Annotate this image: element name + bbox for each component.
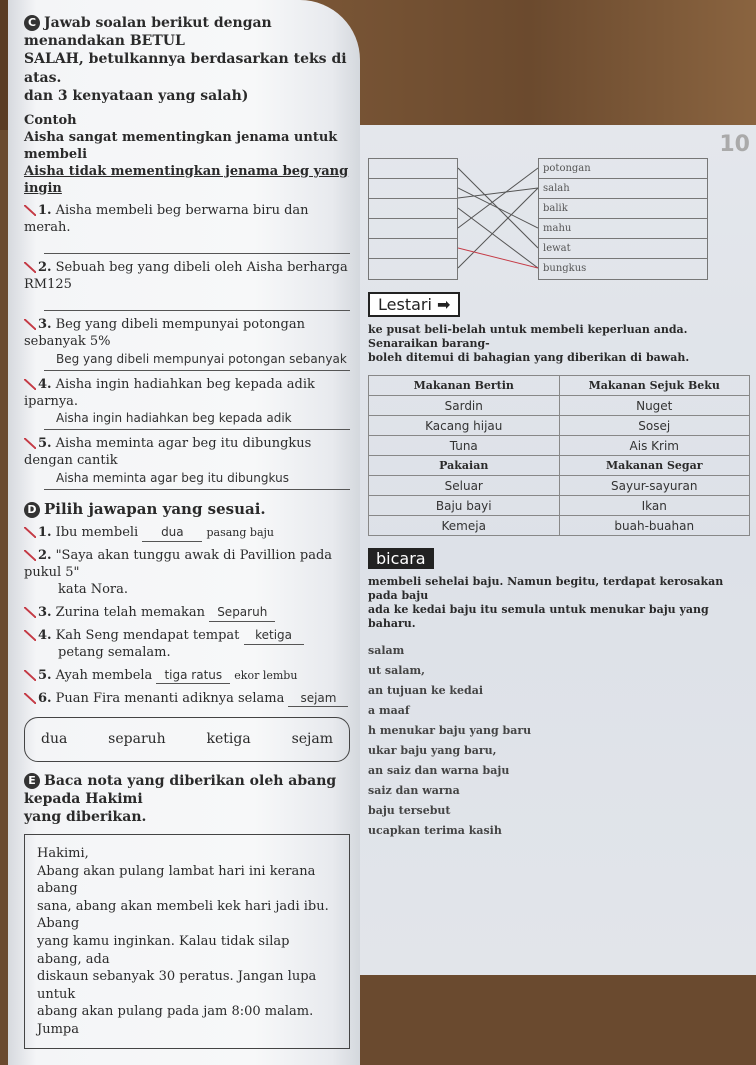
bicara-tag: bicara: [368, 548, 434, 569]
match-word: potongan: [539, 159, 707, 179]
item-number: 3.: [38, 605, 52, 621]
section-d-title-text: Pilih jawapan yang sesuai.: [44, 499, 266, 518]
section-d-title: [24, 500, 350, 520]
conversation-steps: [368, 641, 750, 841]
item-number: 1.: [38, 203, 52, 219]
item-number: 5.: [38, 667, 52, 683]
matching-lines: [458, 158, 538, 280]
item-statement: Sebuah beg yang dibeli oleh Aisha berharga RM125: [24, 260, 348, 293]
item-statement: Beg yang dibeli mempunyai potongan sebanyak 5%: [24, 316, 305, 349]
bicara-instruction-1: membeli sehelai baju. Namun begitu, terdapat kerosakan pada baju: [368, 575, 724, 602]
section-c-item: [24, 377, 350, 431]
item-question: Puan Fira menanti adiknya selama: [55, 690, 285, 706]
note-greeting: Hakimi,: [37, 846, 89, 862]
table-cell: Kemeja: [369, 516, 560, 536]
option-word: dua: [41, 731, 68, 748]
red-tick-mark: [24, 319, 36, 330]
section-d-items: [24, 525, 350, 707]
item-statement: Aisha membeli beg berwarna biru dan merah.: [24, 203, 309, 236]
red-tick-mark: [24, 262, 36, 273]
section-c-item: [24, 436, 350, 490]
section-d-item: [24, 668, 350, 685]
red-tick-mark: [24, 550, 36, 561]
section-e-instruction-2: yang diberikan.: [24, 809, 147, 826]
item-number: 2.: [38, 548, 52, 564]
answer-line: [44, 470, 350, 490]
shopping-instruction: [368, 323, 750, 365]
item-number: 3.: [38, 316, 52, 332]
red-tick-mark: [24, 670, 36, 681]
table-row: [369, 396, 750, 416]
section-c-instruction-1: Jawab soalan berikut dengan menandakan BETUL: [24, 15, 272, 50]
conversation-step: a maaf: [368, 704, 410, 717]
conversation-step: baju tersebut: [368, 804, 451, 817]
note-line: yang kamu inginkan. Kalau tidak silap abang, ada: [37, 933, 290, 967]
handwritten-answer: tiga ratus: [156, 668, 230, 685]
item-number: 6.: [38, 690, 52, 706]
conversation-step: ucapkan terima kasih: [368, 824, 502, 837]
bicara-instruction: [368, 575, 750, 631]
section-e-badge: E: [24, 773, 40, 789]
red-tick-mark: [24, 527, 36, 538]
section-c-instruction: [24, 14, 350, 105]
answer-line: [44, 294, 350, 311]
column-header: Makanan Bertin: [369, 376, 560, 396]
table-header-row: [369, 456, 750, 476]
item-question-continued: petang semalam.: [58, 644, 171, 660]
conversation-step: an tujuan ke kedai: [368, 684, 484, 697]
column-header: Pakaian: [369, 456, 560, 476]
table-row: [369, 476, 750, 496]
conversation-step: salam: [368, 644, 405, 657]
item-number: 1.: [38, 525, 52, 541]
left-page-content: [24, 14, 350, 1049]
red-tick-mark: [24, 693, 36, 704]
red-tick-mark: [24, 205, 36, 216]
note-line: diskaun sebanyak 30 peratus. Jangan lupa untuk: [37, 969, 317, 1002]
section-d-item: [24, 691, 350, 708]
section-c-item: [24, 260, 350, 311]
table-cell: Sosej: [559, 416, 750, 436]
table-cell: Seluar: [369, 476, 560, 496]
section-d-item: [24, 605, 350, 622]
section-d-badge: D: [24, 502, 40, 518]
match-left-column: [368, 158, 458, 280]
conversation-step: an saiz dan warna baju: [368, 764, 510, 777]
match-word: balik: [539, 199, 707, 219]
section-c-instruction-3: dan 3 kenyataan yang salah): [24, 87, 249, 104]
item-question: Kah Seng mendapat tempat: [55, 627, 240, 643]
example-statement: Aisha sangat mementingkan jenama untuk membeli: [24, 129, 338, 162]
red-tick-mark: [24, 630, 36, 641]
table-cell: Sardin: [369, 396, 560, 416]
match-word-list: [538, 158, 708, 280]
red-tick-mark: [24, 379, 36, 390]
item-statement: Aisha meminta agar beg itu dibungkus dengan cantik: [24, 436, 312, 469]
item-question: "Saya akan tunggu awak di Pavillion pada pukul 5": [24, 548, 333, 581]
item-question: Ayah membela: [55, 667, 153, 683]
table-row: [369, 436, 750, 456]
section-c-item: [24, 203, 350, 254]
column-header: Makanan Sejuk Beku: [559, 376, 750, 396]
table-cell: Nuget: [559, 396, 750, 416]
note-line: Abang akan pulang lambat hari ini kerana abang: [37, 863, 316, 897]
shopping-table: [368, 375, 750, 536]
match-word: lewat: [539, 239, 707, 259]
word-options-box: [24, 717, 350, 761]
shopping-instruction-2: boleh ditemui di bahagian yang diberikan di bawah.: [368, 351, 690, 364]
item-question: Zurina telah memakan: [55, 605, 206, 621]
option-word: separuh: [108, 731, 166, 748]
note-line: abang akan pulang pada jam 8:00 malam. Jumpa: [37, 1004, 314, 1037]
table-cell: Ikan: [559, 496, 750, 516]
match-word: bungkus: [543, 263, 587, 274]
table-row: [369, 416, 750, 436]
section-d-item: [24, 548, 350, 599]
matching-exercise: [368, 158, 750, 280]
table-header-row: [369, 376, 750, 396]
item-question: Ibu membeli: [55, 525, 139, 541]
handwritten-answer: ketiga: [244, 628, 304, 645]
table-cell: Baju bayi: [369, 496, 560, 516]
conversation-step: h menukar baju yang baru: [368, 724, 532, 737]
handwritten-answer: Aisha ingin hadiahkan beg kepada adik: [56, 411, 292, 426]
table-cell: Ais Krim: [559, 436, 750, 456]
answer-line: [44, 410, 350, 430]
column-header: Makanan Segar: [559, 456, 750, 476]
item-number: 4.: [38, 627, 52, 643]
arrow-right-icon: ➡: [437, 295, 451, 314]
answer-line: [44, 351, 350, 371]
chapter-number: 10: [719, 132, 750, 157]
item-question-continued: kata Nora.: [58, 582, 129, 598]
section-c-instruction-2: SALAH, betulkannya berdasarkan teks di atas.: [24, 51, 347, 86]
item-suffix: pasang baju: [206, 526, 275, 540]
section-d-item: [24, 628, 350, 662]
match-word: mahu: [539, 219, 707, 239]
handwritten-answer: dua: [142, 525, 202, 542]
red-tick-mark: [24, 607, 36, 618]
section-e-instruction-1: Baca nota yang diberikan oleh abang kepada Hakimi: [24, 772, 337, 807]
table-cell: Sayur-sayuran: [559, 476, 750, 496]
table-cell: Kacang hijau: [369, 416, 560, 436]
table-cell: buah-buahan: [559, 516, 750, 536]
red-tick-mark: [24, 438, 36, 449]
option-word: ketiga: [206, 731, 251, 748]
item-number: 5.: [38, 436, 52, 452]
table-row: [369, 496, 750, 516]
lestari-tag: [368, 292, 460, 317]
conversation-step: saiz dan warna: [368, 784, 460, 797]
note-line: sana, abang akan membeli kek hari jadi ibu. Abang: [37, 898, 329, 932]
option-word: sejam: [291, 731, 333, 748]
handwritten-answer: Separuh: [209, 605, 275, 622]
item-number: 4.: [38, 376, 52, 392]
section-c-item: [24, 317, 350, 371]
item-statement: Aisha ingin hadiahkan beg kepada adik iparnya.: [24, 376, 315, 409]
section-c-badge: C: [24, 15, 40, 31]
example-label: Contoh: [24, 112, 77, 128]
section-e-instruction: [24, 772, 350, 827]
handwritten-answer: Aisha meminta agar beg itu dibungkus: [56, 471, 289, 486]
note-box: [24, 834, 350, 1049]
table-cell: Tuna: [369, 436, 560, 456]
bicara-instruction-2: ada ke kedai baju itu semula untuk menukar baju yang baharu.: [368, 603, 709, 630]
handwritten-answer: sejam: [288, 691, 348, 708]
item-suffix: ekor lembu: [234, 668, 298, 682]
item-number: 2.: [38, 260, 52, 276]
handwritten-answer: Beg yang dibeli mempunyai potongan sebanyak: [56, 351, 347, 366]
example-answer: Aisha tidak mementingkan jenama beg yang ingin: [24, 163, 349, 196]
section-c-items: [24, 203, 350, 490]
lestari-label: Lestari: [378, 295, 432, 314]
answer-line: [44, 237, 350, 254]
shopping-instruction-1: ke pusat beli-belah untuk membeli keperluan anda. Senaraikan barang-: [368, 323, 688, 350]
right-page-content: [368, 132, 750, 841]
table-row: [369, 516, 750, 536]
section-d-item: [24, 525, 350, 542]
conversation-step: ukar baju yang baru,: [368, 744, 497, 757]
conversation-step: ut salam,: [368, 664, 426, 677]
match-word: salah: [539, 179, 707, 199]
